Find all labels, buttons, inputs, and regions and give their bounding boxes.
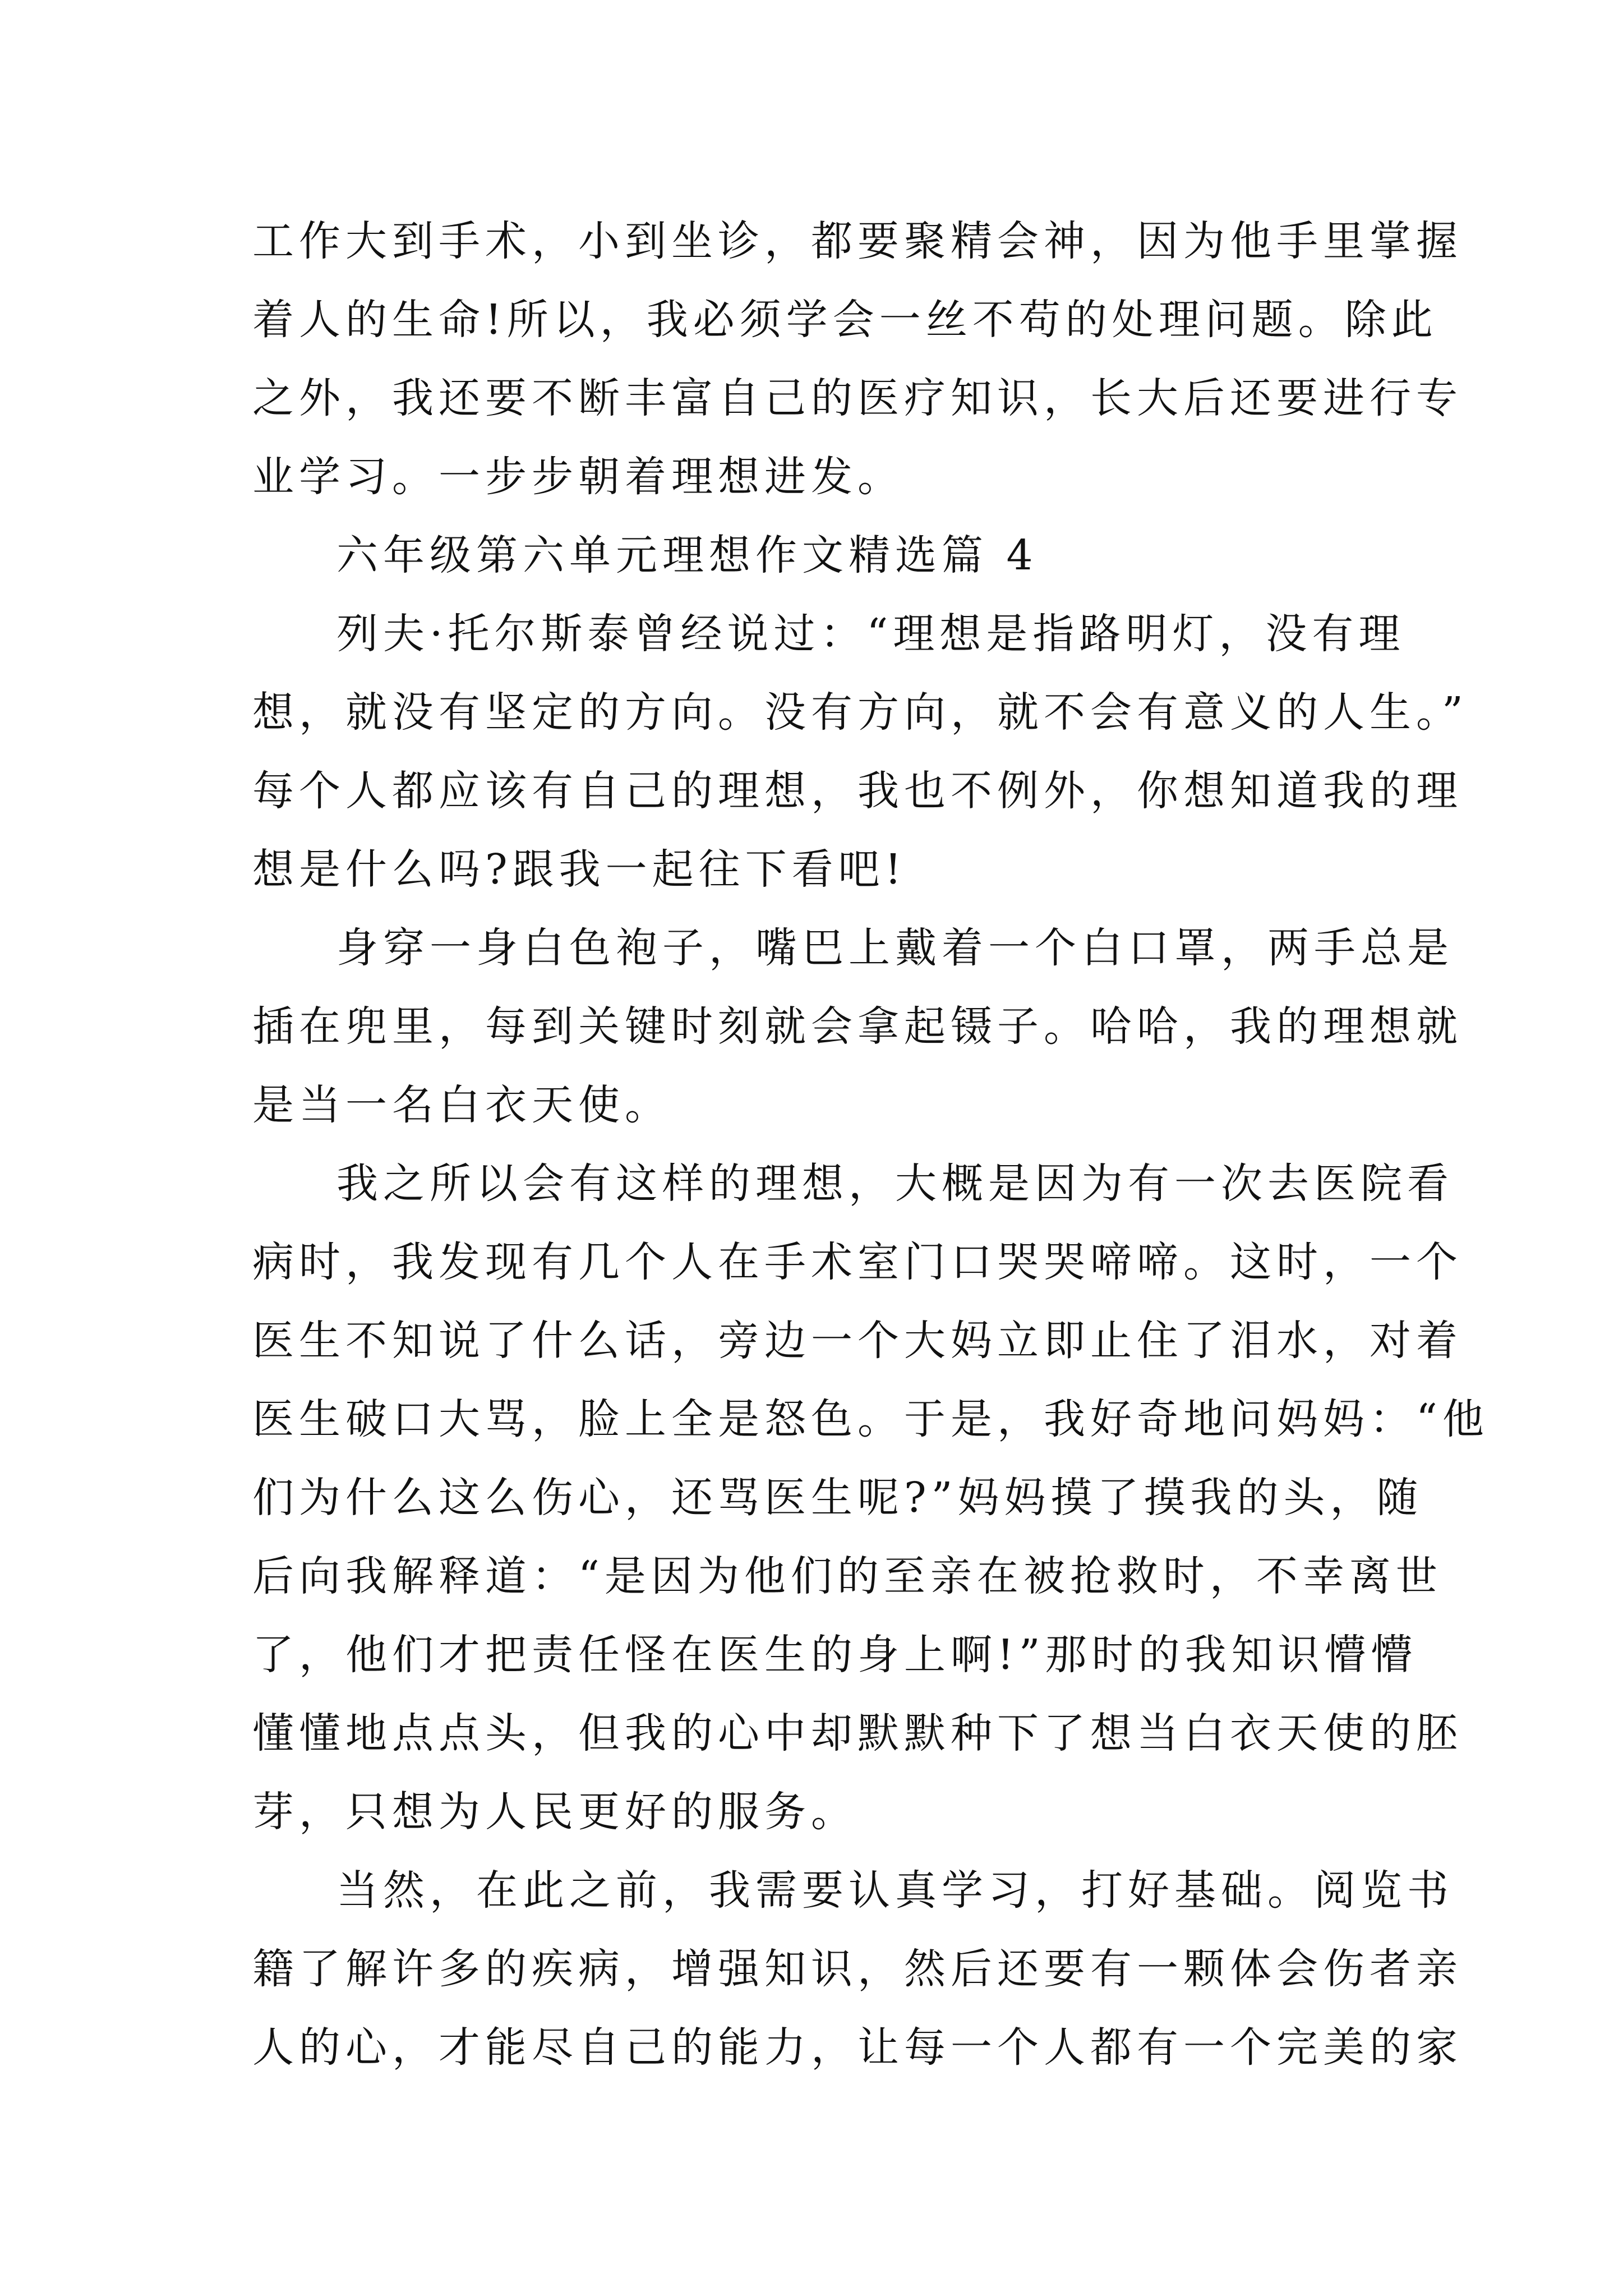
section-heading: 六年级第六单元理想作文精选篇 4 bbox=[336, 531, 1038, 579]
text-line: 身穿一身白色袍子，嘴巴上戴着一个白口罩，两手总是 bbox=[336, 924, 1454, 972]
text-line: 医生不知说了什么话，旁边一个大妈立即止住了泪水，对着 bbox=[252, 1317, 1463, 1365]
text-line: 着人的生命!所以，我必须学会一丝不苟的处理问题。除此 bbox=[252, 296, 1438, 344]
text-line: 籍了解许多的疾病，增强知识，然后还要有一颗体会伤者亲 bbox=[252, 1945, 1463, 1993]
text-line: 工作大到手术，小到坐诊，都要聚精会神，因为他手里掌握 bbox=[252, 217, 1463, 265]
text-line: 想是什么吗?跟我一起往下看吧! bbox=[252, 845, 907, 894]
text-line: 想，就没有坚定的方向。没有方向，就不会有意义的人生。” bbox=[252, 688, 1468, 737]
text-line: 了，他们才把责任怪在医生的身上啊!”那时的我知识懵懵 bbox=[252, 1631, 1418, 1679]
text-line: 懂懂地点点头，但我的心中却默默种下了想当白衣天使的胚 bbox=[252, 1709, 1463, 1757]
text-line: 列夫·托尔斯泰曾经说过：“理想是指路明灯，没有理 bbox=[336, 610, 1405, 658]
text-line: 每个人都应该有自己的理想，我也不例外，你想知道我的理 bbox=[252, 767, 1463, 815]
text-line: 医生破口大骂，脸上全是怒色。于是，我好奇地问妈妈：“他 bbox=[252, 1395, 1489, 1443]
text-line: 业学习。一步步朝着理想进发。 bbox=[252, 453, 904, 501]
text-line: 人的心，才能尽自己的能力，让每一个人都有一个完美的家 bbox=[252, 2023, 1463, 2072]
text-line: 我之所以会有这样的理想，大概是因为有一次去医院看 bbox=[336, 1159, 1454, 1208]
text-line: 后向我解释道：“是因为他们的至亲在被抢救时，不幸离世 bbox=[252, 1552, 1442, 1600]
text-line: 之外，我还要不断丰富自己的医疗知识，长大后还要进行专 bbox=[252, 374, 1463, 422]
text-line: 是当一名白衣天使。 bbox=[252, 1081, 671, 1129]
text-line: 病时，我发现有几个人在手术室门口哭哭啼啼。这时，一个 bbox=[252, 1238, 1463, 1286]
text-line: 们为什么这么伤心，还骂医生呢?”妈妈摸了摸我的头，随 bbox=[252, 1474, 1423, 1522]
text-line: 芽，只想为人民更好的服务。 bbox=[252, 1788, 857, 1836]
text-line: 当然，在此之前，我需要认真学习，打好基础。阅览书 bbox=[336, 1866, 1454, 1915]
text-line: 插在兜里，每到关键时刻就会拿起镊子。哈哈，我的理想就 bbox=[252, 1002, 1463, 1051]
